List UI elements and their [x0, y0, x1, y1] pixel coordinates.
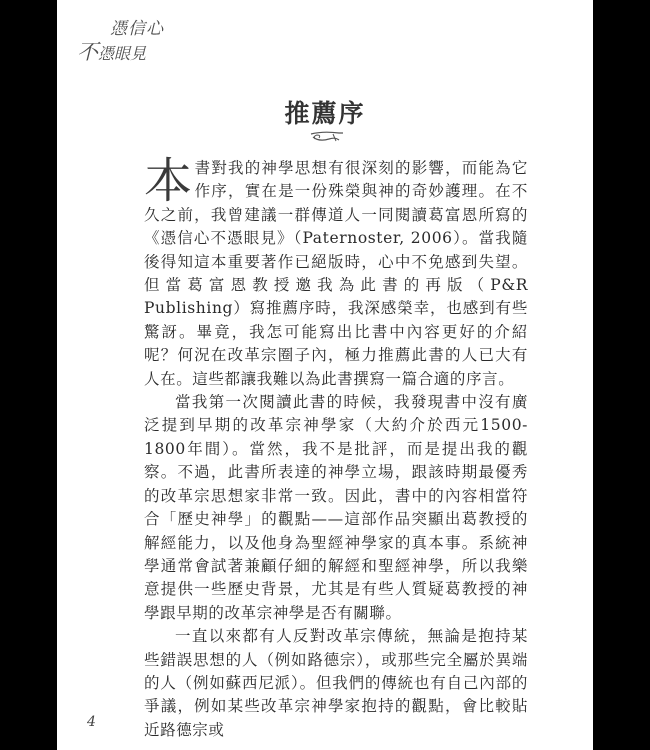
paragraph-1-text: 書對我的神學思想有很深刻的影響，而能為它作序，實在是一份殊榮與神的奇妙護理。在不久之前，我曾建議一群傳道人一同閱讀葛富恩所寫的《憑信心不憑眼見》（Paternoster, 2006）。當我隨後得知這本重要著作已絕版時，心中不免感到失望。但當葛富恩教授邀我為此書的再版（P&R Publishing）寫推薦序時，我深感榮幸，也感到有些驚訝。畢竟，我怎可能寫出比書中內容更好的介紹呢？何況在改革宗圈子內，極力推薦此書的人已大有人在。這些都讓我難以為此書撰寫一篇合適的序言。 [144, 159, 528, 388]
drop-cap: 本 [144, 153, 193, 209]
chapter-heading: 推薦序 [284, 99, 366, 128]
book-page [57, 0, 593, 750]
running-title-line2 [77, 36, 146, 66]
page-number: 4 [87, 714, 96, 730]
running-title [77, 14, 187, 64]
running-title-prefix: 不 [77, 40, 98, 64]
paragraph-2: 當我第一次閱讀此書的時候，我發現書中沒有廣泛提到早期的改革宗神學家（大約介於西元1500-1800年間）。當然，我不是批評，而是提出我的觀察。不過，此書所表達的神學立場，跟該時期最優秀的改革宗思想家非常一致。因此，書中的內容相當符合「歷史神學」的觀點——這部作品突顯出葛教授的解經能力，以及他身為聖經神學家的真本事。系統神學通常會試著兼顧仔細的解經和聖經神學，所以我樂意提供一些歷史背景，尤其是有些人質疑葛教授的神學跟早期的改革宗神學是否有關聯。 [144, 393, 528, 622]
paragraph-3: 一直以來都有人反對改革宗傳統，無論是抱持某些錯誤思想的人（例如路德宗），或那些完全屬於異端的人（例如蘇西尼派）。但我們的傳統也有自己內部的爭議，例如某些改革宗神學家抱持的觀點，會比較貼近路德宗或 [144, 627, 528, 739]
swash-ornament-icon [309, 130, 345, 144]
paragraph-1 [144, 153, 528, 391]
running-title-rest: 憑眼見 [98, 44, 147, 63]
running-title-line1: 憑信心 [110, 19, 164, 39]
body-text [144, 153, 528, 742]
